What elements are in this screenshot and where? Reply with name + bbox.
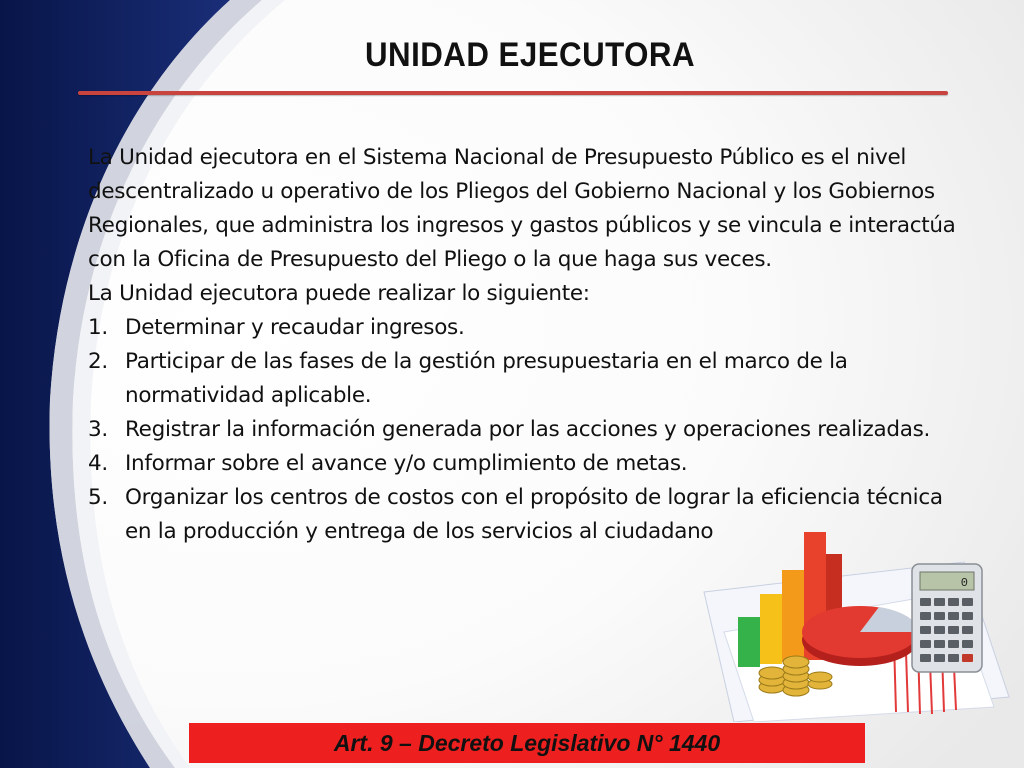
list-item <box>88 481 968 549</box>
citation-banner <box>189 723 865 763</box>
list-number: 2. <box>88 349 108 374</box>
finance-illustration <box>664 522 1024 722</box>
citation-text: Art. 9 – Decreto Legislativo N° 1440 <box>333 730 721 756</box>
list-item-text: Participar de las fases de la gestión presupuestaria en el marco de la normatividad aplicable. <box>125 349 848 408</box>
pie-chart-icon <box>802 606 918 666</box>
list-item <box>88 447 968 481</box>
list-item-text: Informar sobre el avance y/o cumplimiento de metas. <box>125 451 688 476</box>
list-number: 3. <box>88 417 108 442</box>
svg-text:0: 0 <box>960 576 968 590</box>
lead-paragraph: La Unidad ejecutora puede realizar lo siguiente: <box>88 281 590 306</box>
list-item <box>88 345 968 413</box>
slide-title: UNIDAD EJECUTORA <box>364 36 696 74</box>
title-divider <box>78 91 948 95</box>
list-item-text: Determinar y recaudar ingresos. <box>125 315 465 340</box>
list-item <box>88 413 968 447</box>
list-number: 1. <box>88 315 108 340</box>
list-item <box>88 311 968 345</box>
intro-paragraph: La Unidad ejecutora en el Sistema Nacional de Presupuesto Público es el nivel descentralizado u operativo de los Pliegos del Gobierno Nacional y los Gobiernos Regionales, que administra los ingresos y gastos públicos y se vincula e interactúa con la Oficina de Presupuesto del Pliego o la que haga sus veces. <box>88 145 956 272</box>
list-item-text: Organizar los centros de costos con el propósito de lograr la eficiencia técnica en la producción y entrega de los servicios al ciudadano <box>125 485 943 544</box>
calculator-icon <box>912 564 982 672</box>
list-number: 5. <box>88 485 108 510</box>
functions-list <box>88 311 968 549</box>
list-item-text: Registrar la información generada por las acciones y operaciones realizadas. <box>125 417 931 442</box>
slide-body <box>88 141 968 549</box>
list-number: 4. <box>88 451 108 476</box>
